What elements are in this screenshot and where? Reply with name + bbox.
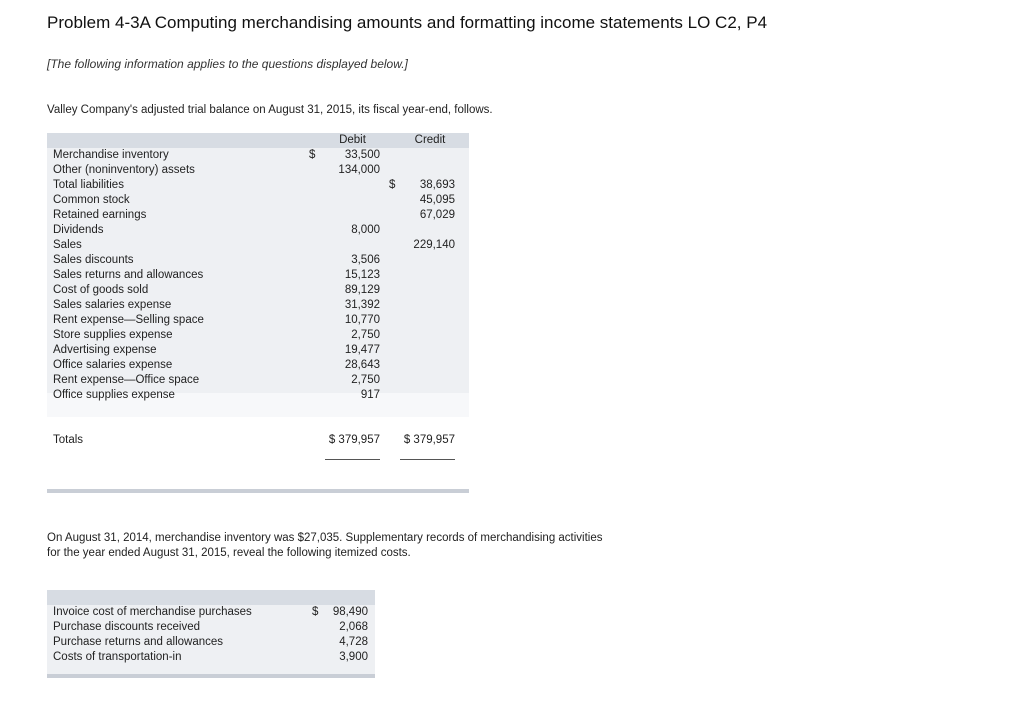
table-row bbox=[47, 223, 469, 238]
trial-balance-bottom-rule bbox=[47, 489, 469, 493]
cost-label: Invoice cost of merchandise purchases bbox=[53, 606, 252, 618]
cost-amount bbox=[312, 605, 368, 620]
debit-amount bbox=[309, 283, 380, 298]
intro-text: Valley Company's adjusted trial balance on August 31, 2015, its fiscal year-end, follows. bbox=[47, 104, 493, 116]
debit-value: 134,000 bbox=[338, 164, 380, 176]
debit-value: 31,392 bbox=[344, 299, 380, 311]
credit-amount bbox=[389, 208, 455, 223]
table-row bbox=[47, 238, 469, 253]
totals-debit: $ 379,957 bbox=[328, 434, 380, 446]
costs-bottom-rule bbox=[47, 674, 375, 678]
debit-amount bbox=[309, 358, 380, 373]
account-label: Common stock bbox=[53, 194, 130, 206]
trial-balance-header bbox=[47, 133, 469, 148]
table-row bbox=[47, 268, 469, 283]
cost-row bbox=[47, 650, 375, 665]
table-row bbox=[47, 343, 469, 358]
table-row bbox=[47, 178, 469, 193]
debit-header: Debit bbox=[339, 134, 366, 146]
supplementary-text: On August 31, 2014, merchandise inventory was $27,035. Supplementary records of merchandising activities for the year ended August 31, 2015, reveal the following itemized costs. bbox=[47, 532, 603, 559]
debit-value: 917 bbox=[360, 389, 380, 401]
debit-value: 8,000 bbox=[351, 224, 380, 236]
account-label: Office supplies expense bbox=[53, 389, 175, 401]
cost-row bbox=[47, 620, 375, 635]
debit-amount bbox=[309, 328, 380, 343]
table-row bbox=[47, 358, 469, 373]
trial-balance-table bbox=[47, 133, 469, 493]
debit-value: 89,129 bbox=[344, 284, 380, 296]
debit-total-underline bbox=[325, 459, 380, 460]
cost-label: Costs of transportation-in bbox=[53, 651, 182, 663]
cost-label: Purchase discounts received bbox=[53, 621, 201, 633]
debit-value: 33,500 bbox=[344, 149, 380, 161]
credit-amount bbox=[389, 238, 455, 253]
table-row bbox=[47, 148, 469, 163]
cost-value: 2,068 bbox=[339, 621, 368, 633]
cost-amount bbox=[312, 650, 368, 665]
account-label: Dividends bbox=[53, 224, 104, 236]
credit-total-underline bbox=[400, 459, 455, 460]
account-label: Office salaries expense bbox=[53, 359, 173, 371]
credit-currency: $ bbox=[389, 179, 396, 191]
account-label: Total liabilities bbox=[53, 179, 124, 191]
table-row bbox=[47, 253, 469, 268]
table-row bbox=[47, 298, 469, 313]
credit-amount bbox=[389, 178, 455, 193]
account-label: Rent expense—Selling space bbox=[53, 314, 204, 326]
costs-header bbox=[47, 590, 375, 605]
cost-row bbox=[47, 635, 375, 650]
debit-amount bbox=[309, 148, 380, 163]
totals-row bbox=[47, 433, 469, 448]
debit-value: 2,750 bbox=[351, 374, 380, 386]
debit-amount bbox=[309, 373, 380, 388]
credit-value: 45,095 bbox=[419, 194, 455, 206]
debit-amount bbox=[309, 253, 380, 268]
totals-label: Totals bbox=[53, 434, 84, 446]
credit-value: 229,140 bbox=[413, 239, 455, 251]
page-title: Problem 4-3A Computing merchandising amounts and formatting income statements LO C2, P4 bbox=[47, 13, 768, 32]
table-row bbox=[47, 283, 469, 298]
costs-table bbox=[47, 590, 375, 678]
debit-value: 3,506 bbox=[351, 254, 380, 266]
account-label: Sales discounts bbox=[53, 254, 134, 266]
totals-credit: $ 379,957 bbox=[403, 434, 455, 446]
table-row bbox=[47, 313, 469, 328]
account-label: Cost of goods sold bbox=[53, 284, 149, 296]
debit-amount bbox=[309, 343, 380, 358]
account-label: Retained earnings bbox=[53, 209, 147, 221]
account-label: Merchandise inventory bbox=[53, 149, 169, 161]
debit-amount bbox=[309, 223, 380, 238]
account-label: Other (noninventory) assets bbox=[53, 164, 195, 176]
cost-value: 4,728 bbox=[339, 636, 368, 648]
debit-amount bbox=[309, 388, 380, 403]
cost-currency: $ bbox=[312, 606, 319, 618]
debit-value: 2,750 bbox=[351, 329, 380, 341]
account-label: Rent expense—Office space bbox=[53, 374, 200, 386]
cost-amount bbox=[312, 620, 368, 635]
cost-row bbox=[47, 605, 375, 620]
debit-value: 28,643 bbox=[344, 359, 380, 371]
debit-amount bbox=[309, 298, 380, 313]
account-label: Sales salaries expense bbox=[53, 299, 172, 311]
account-label: Sales returns and allowances bbox=[53, 269, 204, 281]
trial-balance-totals-area bbox=[47, 417, 469, 489]
table-row bbox=[47, 373, 469, 388]
cost-value: 3,900 bbox=[339, 651, 368, 663]
account-label: Advertising expense bbox=[53, 344, 157, 356]
cost-amount bbox=[312, 635, 368, 650]
debit-value: 19,477 bbox=[344, 344, 380, 356]
instruction-note: [The following information applies to the questions displayed below.] bbox=[47, 57, 408, 71]
table-row bbox=[47, 208, 469, 223]
credit-value: 67,029 bbox=[419, 209, 455, 221]
table-row bbox=[47, 388, 469, 403]
account-label: Sales bbox=[53, 239, 82, 251]
table-row bbox=[47, 163, 469, 178]
credit-value: 38,693 bbox=[419, 179, 455, 191]
table-row bbox=[47, 328, 469, 343]
credit-amount bbox=[389, 193, 455, 208]
debit-amount bbox=[309, 268, 380, 283]
cost-value: 98,490 bbox=[332, 606, 368, 618]
debit-currency: $ bbox=[309, 149, 316, 161]
credit-header: Credit bbox=[414, 134, 446, 146]
table-row bbox=[47, 193, 469, 208]
debit-amount bbox=[309, 163, 380, 178]
account-label: Store supplies expense bbox=[53, 329, 173, 341]
debit-value: 10,770 bbox=[344, 314, 380, 326]
debit-amount bbox=[309, 313, 380, 328]
debit-value: 15,123 bbox=[344, 269, 380, 281]
cost-label: Purchase returns and allowances bbox=[53, 636, 224, 648]
